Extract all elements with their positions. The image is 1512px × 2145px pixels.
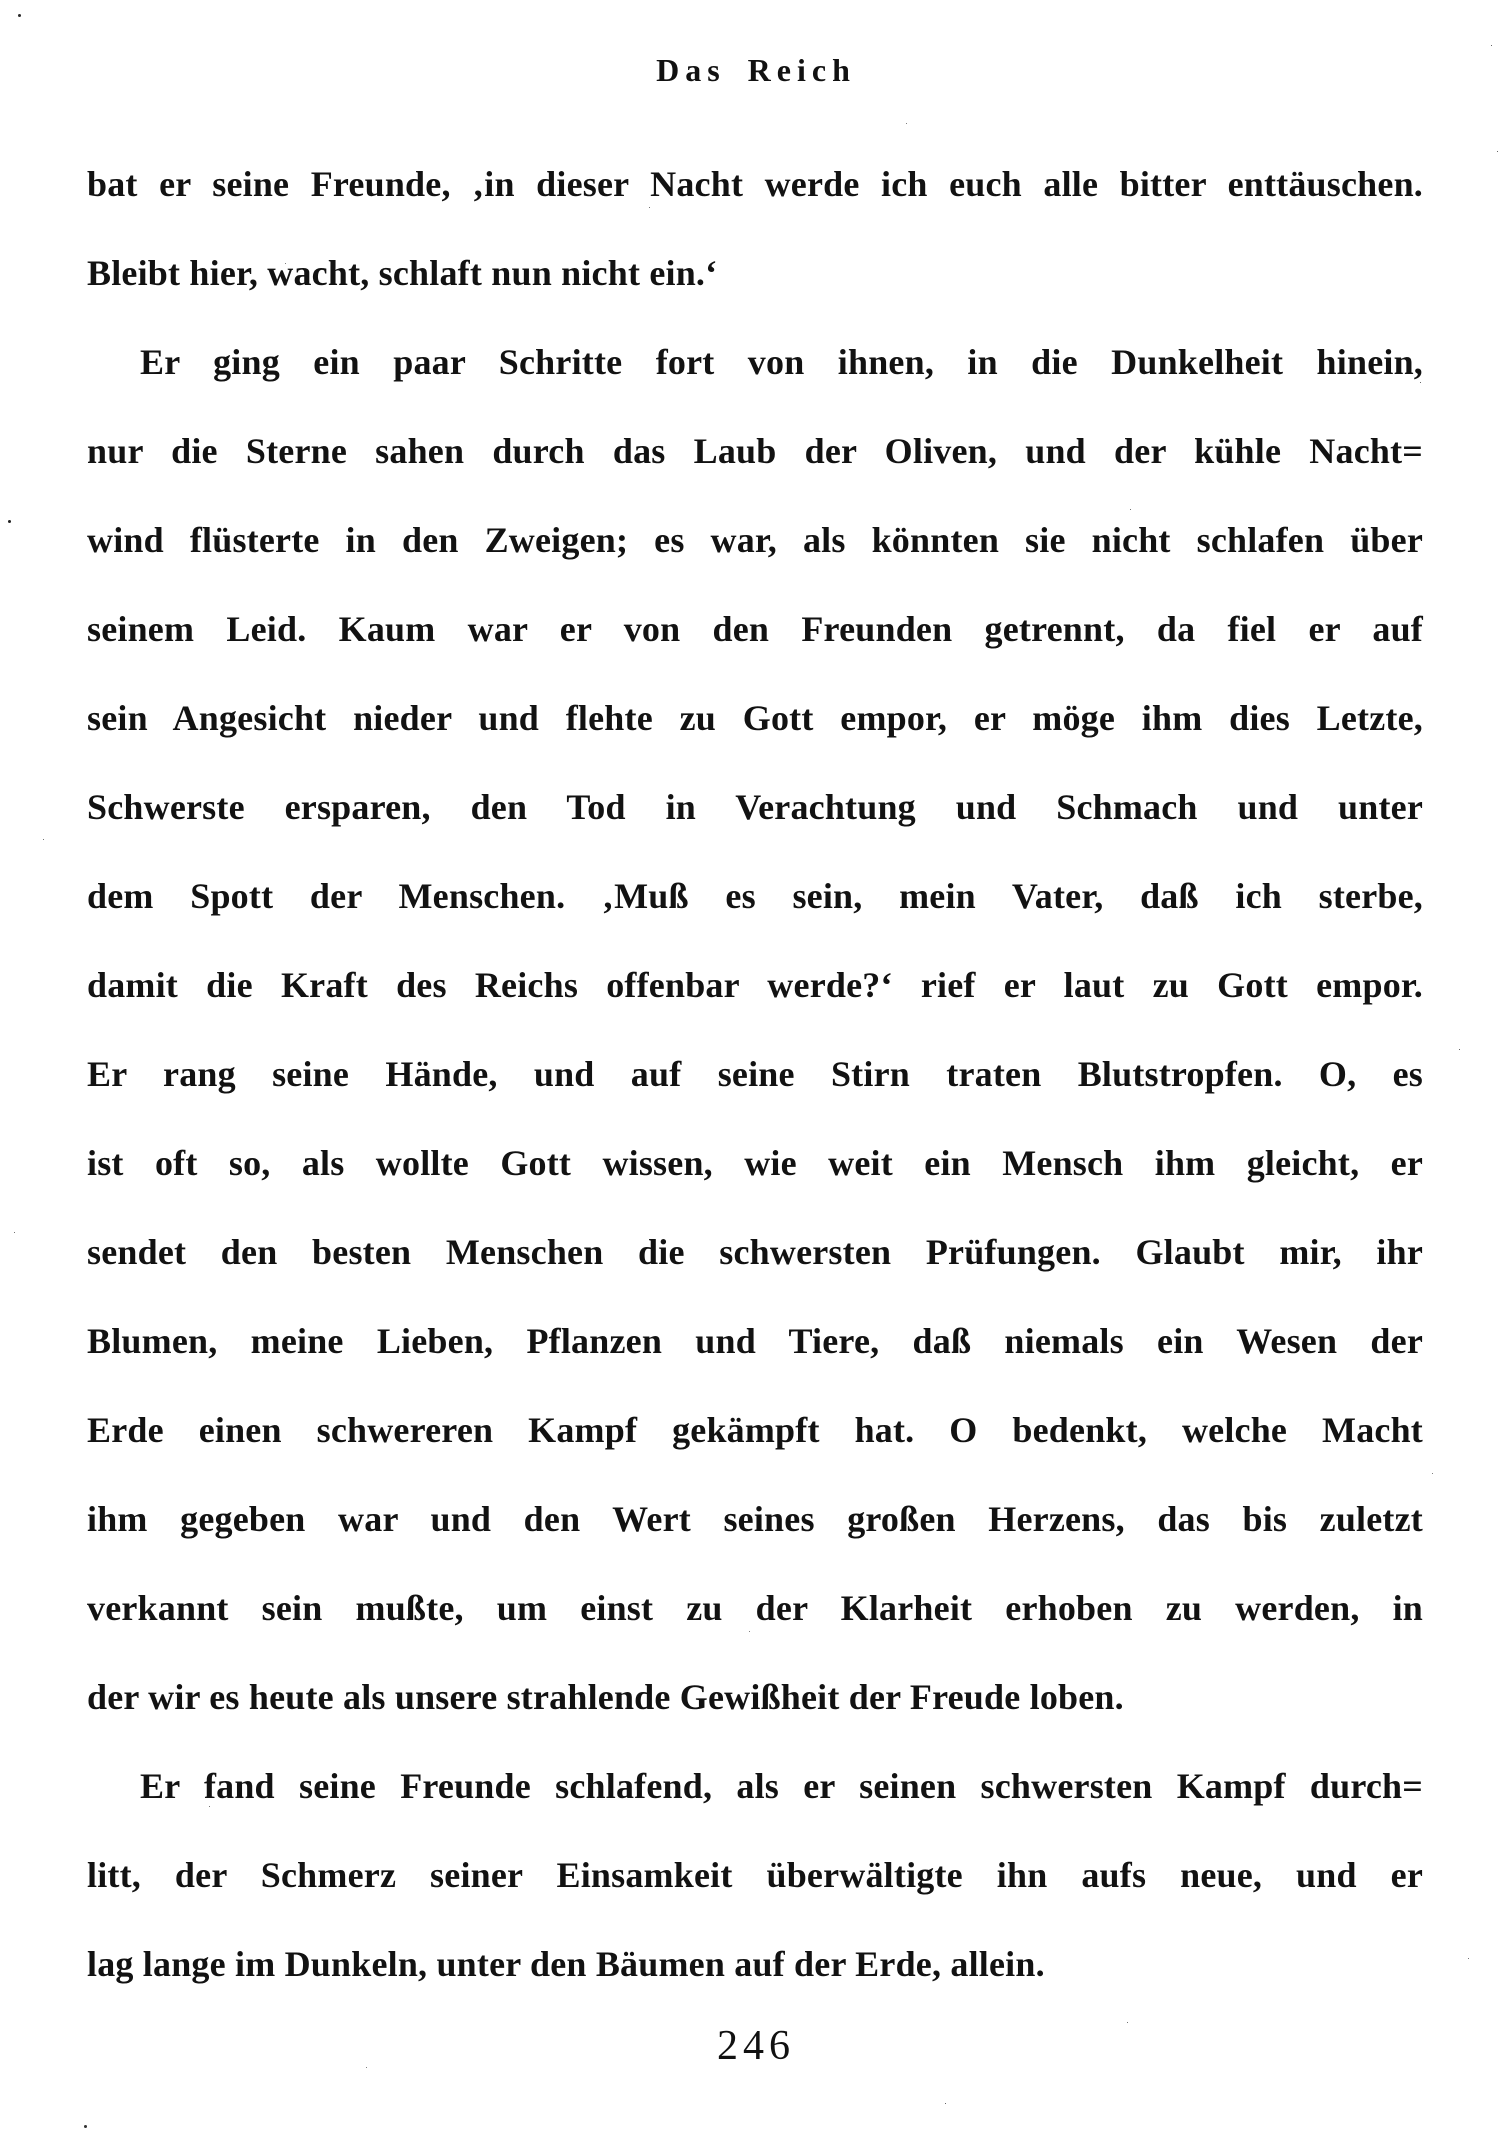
- text-line: Er rang seine Hände, und auf seine Stirn traten Blutstropfen. O, es: [87, 1054, 1423, 1094]
- text-line: Erde einen schwereren Kampf gekämpft hat. O bedenkt, welche Macht: [87, 1410, 1423, 1450]
- text-line: sendet den besten Menschen die schwersten Prüfungen. Glaubt mir, ihr: [87, 1232, 1423, 1272]
- text-line: ihm gegeben war und den Wert seines großen Herzens, das bis zuletzt: [87, 1499, 1423, 1539]
- page-number: 246: [717, 2023, 795, 2069]
- text-line: der wir es heute als unsere strahlende Gewißheit der Freude loben.: [87, 1677, 1124, 1717]
- scan-speckles: [0, 0, 3, 3]
- text-line: Bleibt hier, wacht, schlaft nun nicht ein.‘: [87, 253, 718, 293]
- text-line: Er fand seine Freunde schlafend, als er seinen schwersten Kampf durch=: [140, 1766, 1423, 1806]
- text-line: verkannt sein mußte, um einst zu der Klarheit erhoben zu werden, in: [87, 1588, 1423, 1628]
- text-line: bat er seine Freunde, ‚in dieser Nacht werde ich euch alle bitter enttäuschen.: [87, 164, 1423, 204]
- text-line: Schwerste ersparen, den Tod in Verachtung und Schmach und unter: [87, 787, 1423, 827]
- text-line: sein Angesicht nieder und flehte zu Gott empor, er möge ihm dies Letzte,: [87, 698, 1423, 738]
- text-line: nur die Sterne sahen durch das Laub der Oliven, und der kühle Nacht=: [87, 431, 1423, 471]
- text-line: damit die Kraft des Reichs offenbar werde?‘ rief er laut zu Gott empor.: [87, 965, 1423, 1005]
- text-line: litt, der Schmerz seiner Einsamkeit überwältigte ihn aufs neue, und er: [87, 1855, 1423, 1895]
- text-line: wind flüsterte in den Zweigen; es war, als könnten sie nicht schlafen über: [87, 520, 1423, 560]
- text-line: dem Spott der Menschen. ‚Muß es sein, mein Vater, daß ich sterbe,: [87, 876, 1423, 916]
- text-line: ist oft so, als wollte Gott wissen, wie weit ein Mensch ihm gleicht, er: [87, 1143, 1423, 1183]
- text-line: Blumen, meine Lieben, Pflanzen und Tiere, daß niemals ein Wesen der: [87, 1321, 1423, 1361]
- text-line: Er ging ein paar Schritte fort von ihnen, in die Dunkelheit hinein,: [140, 342, 1423, 382]
- text-line: lag lange im Dunkeln, unter den Bäumen auf der Erde, allein.: [87, 1944, 1045, 1984]
- text-line: seinem Leid. Kaum war er von den Freunden getrennt, da fiel er auf: [87, 609, 1423, 649]
- text-block: [87, 140, 1423, 2009]
- running-head: Das Reich: [656, 52, 856, 88]
